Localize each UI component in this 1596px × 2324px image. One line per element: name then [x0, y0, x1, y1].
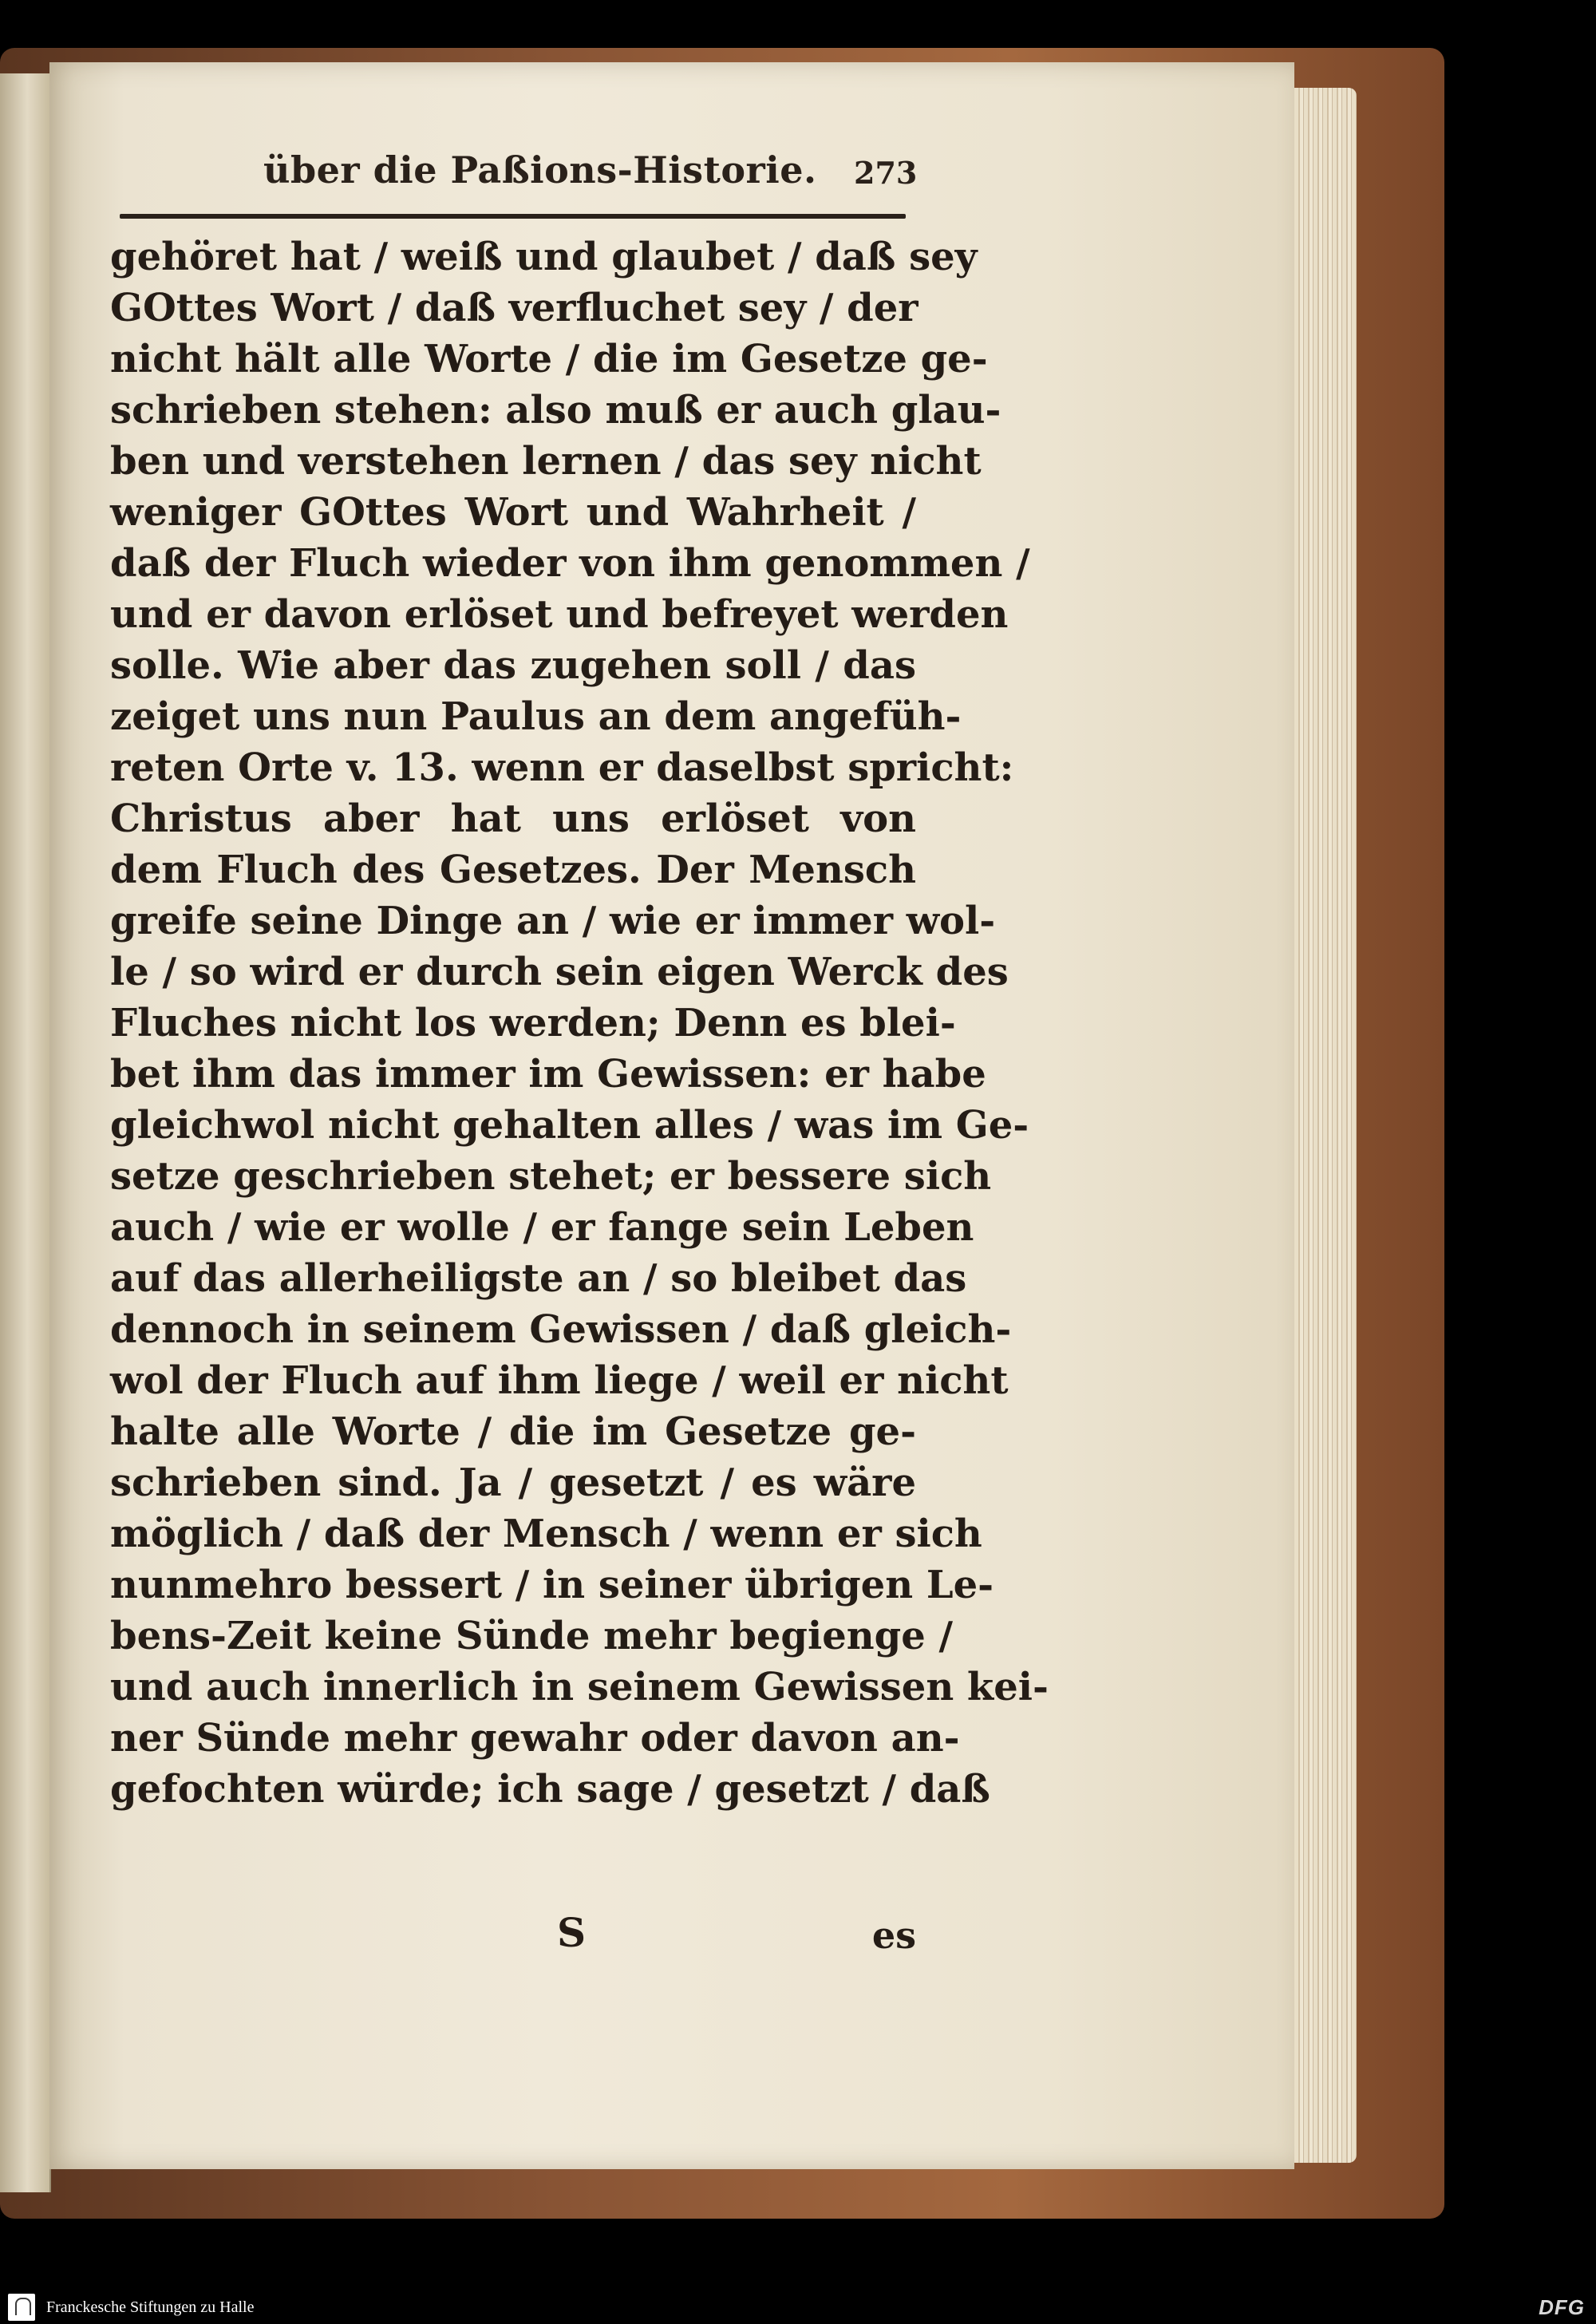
- text-line: wol der Fluch auf ihm liege / weil er nicht: [110, 1358, 1009, 1403]
- page-stack-edge: [1285, 88, 1357, 2163]
- text-line: GOttes Wort / daß verfluchet sey / der: [110, 286, 918, 330]
- institution-name: Franckesche Stiftungen zu Halle: [46, 2298, 255, 2316]
- text-line: setze geschrieben stehet; er bessere sich: [110, 1154, 992, 1199]
- text-line: halte alle Worte / die im Gesetze ge-: [110, 1409, 916, 1454]
- text-line: gleichwol nicht gehalten alles / was im Ge-: [110, 1103, 1029, 1148]
- text-line: greife seine Dinge an / wie er immer wol-: [110, 899, 996, 943]
- text-line: daß der Fluch wieder von ihm genommen /: [110, 541, 1030, 586]
- text-line: möglich / daß der Mensch / wenn er sich: [110, 1512, 982, 1556]
- text-line: auf das allerheiligste an / so bleibet das: [110, 1256, 967, 1301]
- text-line: dem Fluch des Gesetzes. Der Mensch: [110, 848, 916, 892]
- text-line: auch / wie er wolle / er fange sein Leben: [110, 1205, 974, 1250]
- page-body: [110, 231, 1049, 1815]
- text-line: dennoch in seinem Gewissen / daß gleich-: [110, 1307, 1012, 1352]
- institution-logo-icon: [8, 2294, 35, 2321]
- text-line: ben und verstehen lernen / das sey nicht: [110, 439, 982, 484]
- running-title: über die Paßions-Historie.: [263, 148, 817, 192]
- text-line: zeiget uns nun Paulus an dem angefüh-: [110, 694, 962, 739]
- text-line: und auch innerlich in seinem Gewissen kei-: [110, 1665, 1049, 1709]
- text-line: weniger GOttes Wort und Wahrheit /: [110, 490, 916, 535]
- text-line: reten Orte v. 13. wenn er daselbst spricht:: [110, 745, 1014, 790]
- logo-arch-icon: [15, 2298, 31, 2315]
- text-line: und er davon erlöset und befreyet werden: [110, 592, 1009, 637]
- running-header: [263, 148, 918, 204]
- text-line: solle. Wie aber das zugehen soll / das: [110, 643, 916, 688]
- text-line: Fluches nicht los werden; Denn es blei-: [110, 1001, 956, 1045]
- header-rule: [120, 214, 906, 219]
- text-line: bet ihm das immer im Gewissen: er habe: [110, 1052, 986, 1097]
- dfg-logo: DFG: [1539, 2295, 1585, 2319]
- text-line: le / so wird er durch sein eigen Werck des: [110, 950, 1009, 994]
- text-line: nicht hält alle Worte / die im Gesetze ge-: [110, 337, 988, 381]
- text-line: ner Sünde mehr gewahr oder davon an-: [110, 1716, 960, 1761]
- signature-mark: S: [557, 1909, 587, 1956]
- text-line: gehöret hat / weiß und glaubet / daß sey: [110, 235, 978, 279]
- viewer-footer-bar: [0, 2290, 1596, 2324]
- page-number: 273: [854, 155, 918, 191]
- text-line: nunmehro bessert / in seiner übrigen Le-: [110, 1563, 994, 1607]
- catchword: es: [871, 1914, 916, 1957]
- text-line: schrieben stehen: also muß er auch glau-: [110, 388, 1001, 433]
- left-page-edge: [0, 73, 51, 2192]
- text-line: Christus aber hat uns erlöset von: [110, 796, 916, 841]
- page-footer: [110, 1909, 916, 1965]
- text-line: gefochten würde; ich sage / gesetzt / daß: [110, 1767, 990, 1812]
- text-line: schrieben sind. Ja / gesetzt / es wäre: [110, 1460, 916, 1505]
- text-line: bens-Zeit keine Sünde mehr begienge /: [110, 1614, 953, 1658]
